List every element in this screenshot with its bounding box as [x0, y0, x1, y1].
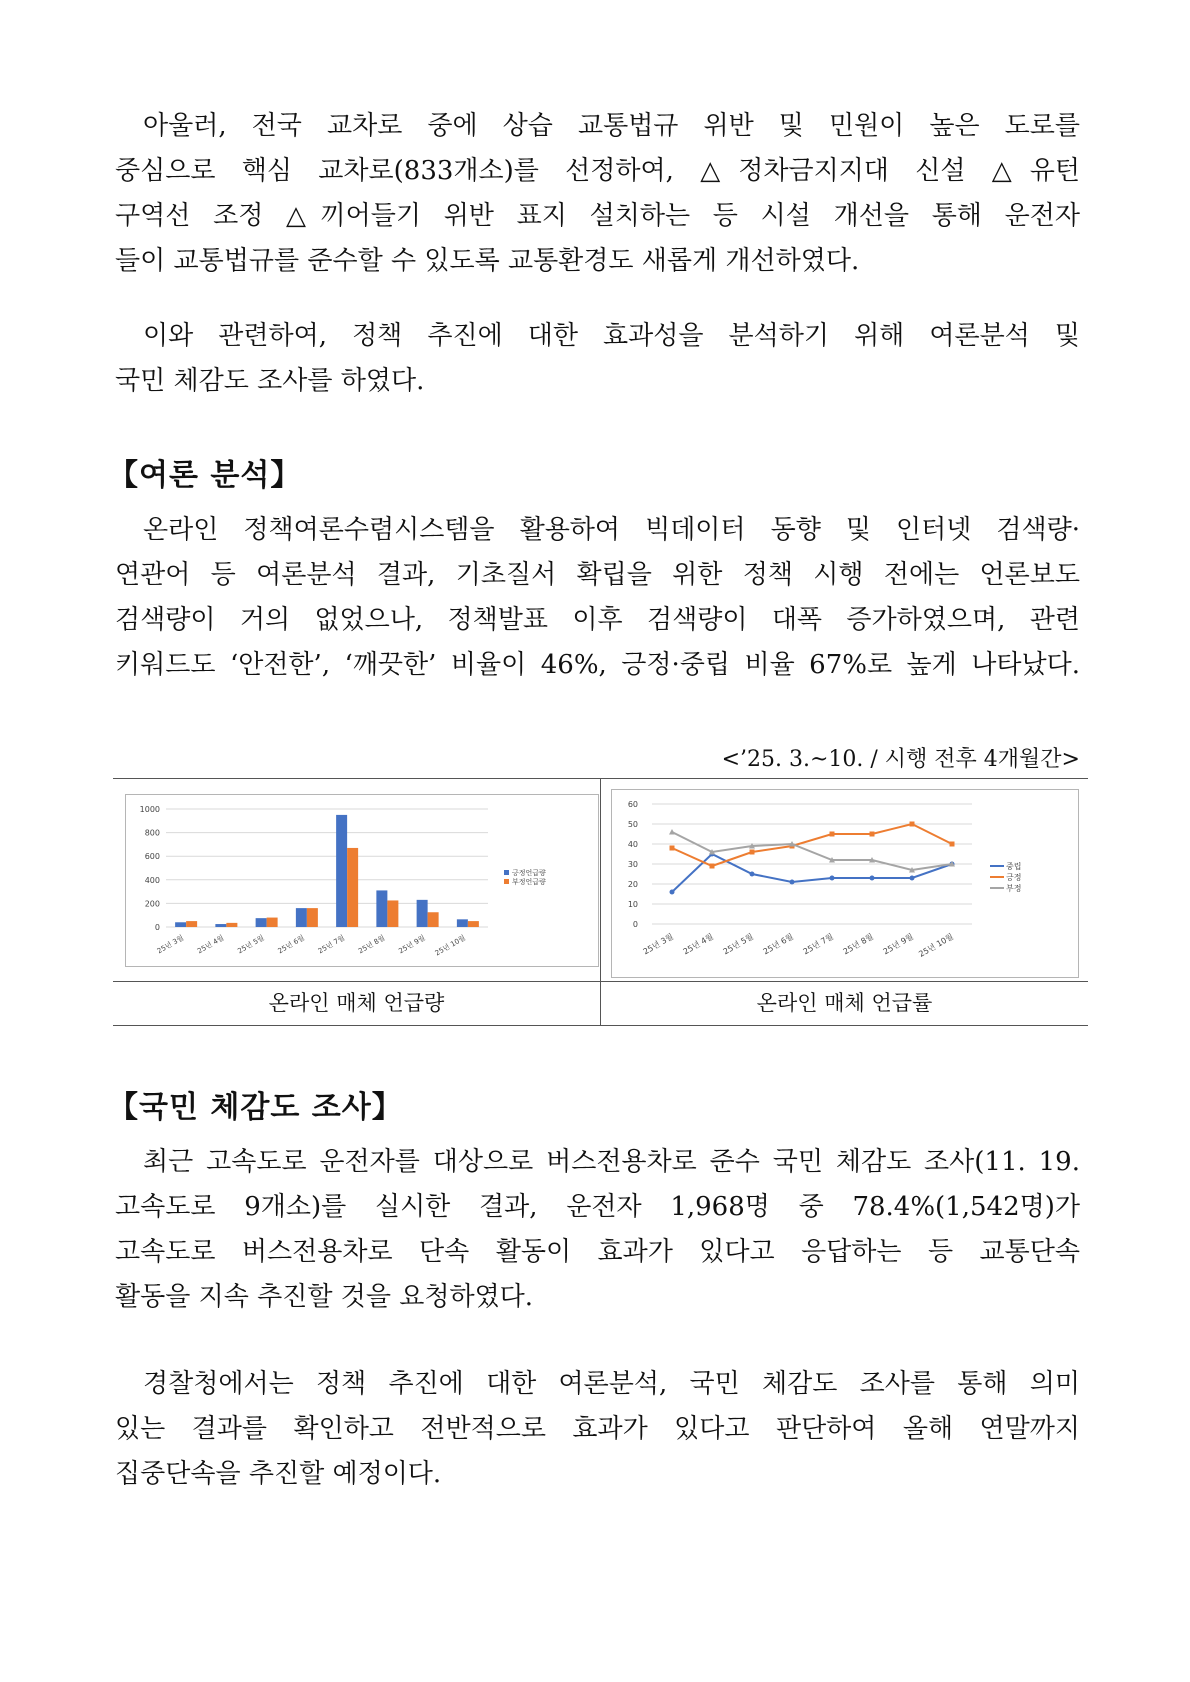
bar-negative: [186, 921, 197, 927]
x-tick-label: 25년 3월: [641, 931, 675, 957]
legend-label: 긍정언급량: [512, 869, 546, 877]
bar-negative: [428, 912, 439, 927]
bar-negative: [307, 908, 318, 927]
text-line: 연관어 등 여론분석 결과, 기초질서 확립을 위한 정책 시행 전에는 언론보도: [115, 560, 1080, 590]
x-tick-label: 25년 8월: [357, 933, 387, 956]
bar-chart-box: [125, 794, 599, 967]
bar-negative: [387, 900, 398, 927]
text-line: 있는 결과를 확인하고 전반적으로 효과가 있다고 판단하여 올해 연말까지: [115, 1414, 1080, 1444]
point-positive: [750, 850, 755, 855]
point-neutral: [910, 876, 915, 881]
legend-label: 부정: [1006, 884, 1022, 893]
period-note: <’25. 3.~10. / 시행 전후 4개월간>: [721, 747, 1080, 772]
x-tick-label: 25년 7월: [801, 931, 835, 957]
x-tick-label: 25년 5월: [236, 933, 266, 956]
legend-label: 부정언급량: [512, 878, 546, 886]
y-tick-label: 30: [627, 860, 638, 869]
series-line-0: [672, 854, 952, 892]
text-line: 국민 체감도 조사를 하였다.: [115, 366, 425, 396]
x-tick-label: 25년 10월: [917, 931, 955, 959]
bar-negative: [347, 848, 358, 927]
y-tick-label: 200: [144, 899, 160, 909]
bar-positive: [256, 918, 267, 927]
y-tick-label: 400: [144, 875, 160, 885]
legend-swatch: [504, 870, 509, 875]
x-tick-label: 25년 5월: [721, 931, 755, 957]
point-positive: [670, 846, 675, 851]
y-tick-label: 10: [627, 900, 638, 909]
legend-label: 중립: [1006, 862, 1022, 871]
text-line: 키워드도 ‘안전한’, ‘깨끗한’ 비율이 46%, 긍정·중립 비율 67%로 높게 나타났다.: [115, 650, 1080, 680]
y-tick-label: 40: [627, 840, 638, 849]
line-chart-box: [611, 789, 1079, 978]
point-neutral: [870, 876, 875, 881]
x-tick-label: 25년 9월: [881, 931, 915, 957]
bar-negative: [226, 923, 237, 927]
point-positive: [870, 832, 875, 837]
bar-positive: [175, 922, 186, 927]
bar-positive: [417, 900, 428, 927]
bar-positive: [296, 908, 307, 927]
bar-positive: [215, 924, 226, 927]
point-positive: [830, 832, 835, 837]
legend-label: 긍정: [1006, 873, 1022, 882]
text-line: 중심으로 핵심 교차로(833개소)를 선정하여, △정차금지지대 신설 △유턴: [115, 156, 1080, 186]
text-line: 활동을 지속 추진할 것을 요청하였다.: [115, 1282, 534, 1312]
point-positive: [710, 864, 715, 869]
point-neutral: [830, 876, 835, 881]
y-tick-label: 0: [632, 920, 638, 929]
series-line-1: [672, 824, 952, 866]
y-tick-label: 1000: [139, 805, 160, 814]
point-neutral: [750, 872, 755, 877]
x-tick-label: 25년 9월: [397, 933, 427, 956]
section-heading-opinion-analysis: 【여론 분석】: [108, 458, 302, 493]
point-neutral: [670, 890, 675, 895]
bar-positive: [376, 890, 387, 927]
x-tick-label: 25년 4월: [681, 931, 715, 957]
text-line: 온라인 정책여론수렴시스템을 활용하여 빅데이터 동향 및 인터넷 검색량·: [143, 515, 1080, 545]
paragraph-survey-result: [115, 1140, 1080, 1320]
text-line: 들이 교통법규를 준수할 수 있도록 교통환경도 새롭게 개선하였다.: [115, 246, 860, 276]
line-chart-mention-rate: [612, 790, 1078, 977]
bar-negative: [468, 921, 479, 927]
legend-swatch: [504, 879, 509, 884]
y-tick-label: 20: [627, 880, 638, 889]
x-tick-label: 25년 3월: [155, 933, 186, 956]
caption-online-mentions: 온라인 매체 언급량: [268, 991, 445, 1015]
paragraph-conclusion: [115, 1362, 1080, 1497]
text-line: 고속도로 버스전용차로 단속 활동이 효과가 있다고 응답하는 등 교통단속: [115, 1237, 1080, 1267]
x-tick-label: 25년 10월: [433, 933, 467, 958]
paragraph-intersection-improvement: [115, 104, 1080, 284]
x-tick-label: 25년 7월: [316, 933, 347, 956]
x-tick-label: 25년 6월: [276, 933, 306, 956]
y-tick-label: 0: [154, 923, 160, 932]
text-line: 아울러, 전국 교차로 중에 상습 교통법규 위반 및 민원이 높은 도로를: [143, 111, 1080, 141]
point-positive: [950, 842, 955, 847]
y-tick-label: 600: [144, 852, 160, 862]
y-tick-label: 800: [144, 828, 160, 838]
text-line: 고속도로 9개소)를 실시한 결과, 운전자 1,968명 중 78.4%(1,542명)가: [115, 1192, 1080, 1222]
section-heading-survey: 【국민 체감도 조사】: [108, 1090, 403, 1125]
bar-positive: [457, 919, 468, 927]
text-line: 구역선 조정 △끼어들기 위반 표지 설치하는 등 시설 개선을 통해 운전자: [115, 201, 1080, 231]
x-tick-label: 25년 6월: [761, 931, 795, 957]
paragraph-opinion-analysis: [115, 508, 1080, 688]
x-tick-label: 25년 8월: [841, 931, 875, 957]
bar-negative: [267, 918, 278, 927]
y-tick-label: 50: [627, 820, 638, 829]
bar-positive: [336, 815, 347, 927]
bar-chart-mentions: [126, 795, 598, 966]
point-positive: [910, 822, 915, 827]
y-tick-label: 60: [627, 800, 638, 809]
x-tick-label: 25년 4월: [196, 933, 226, 956]
point-negative: [669, 829, 675, 835]
text-line: 최근 고속도로 운전자를 대상으로 버스전용차로 준수 국민 체감도 조사(11. 19.: [143, 1147, 1080, 1177]
point-neutral: [790, 880, 795, 885]
text-line: 집중단속을 추진할 예정이다.: [115, 1459, 442, 1489]
text-line: 경찰청에서는 정책 추진에 대한 여론분석, 국민 체감도 조사를 통해 의미: [143, 1369, 1080, 1399]
text-line: 이와 관련하여, 정책 추진에 대한 효과성을 분석하기 위해 여론분석 및: [143, 321, 1080, 351]
paragraph-analysis-intro: [115, 314, 1080, 404]
chart-table: [113, 778, 1088, 1026]
text-line: 검색량이 거의 없었으나, 정책발표 이후 검색량이 대폭 증가하였으며, 관련: [115, 605, 1080, 635]
caption-online-mention-rate: 온라인 매체 언급률: [756, 991, 933, 1015]
